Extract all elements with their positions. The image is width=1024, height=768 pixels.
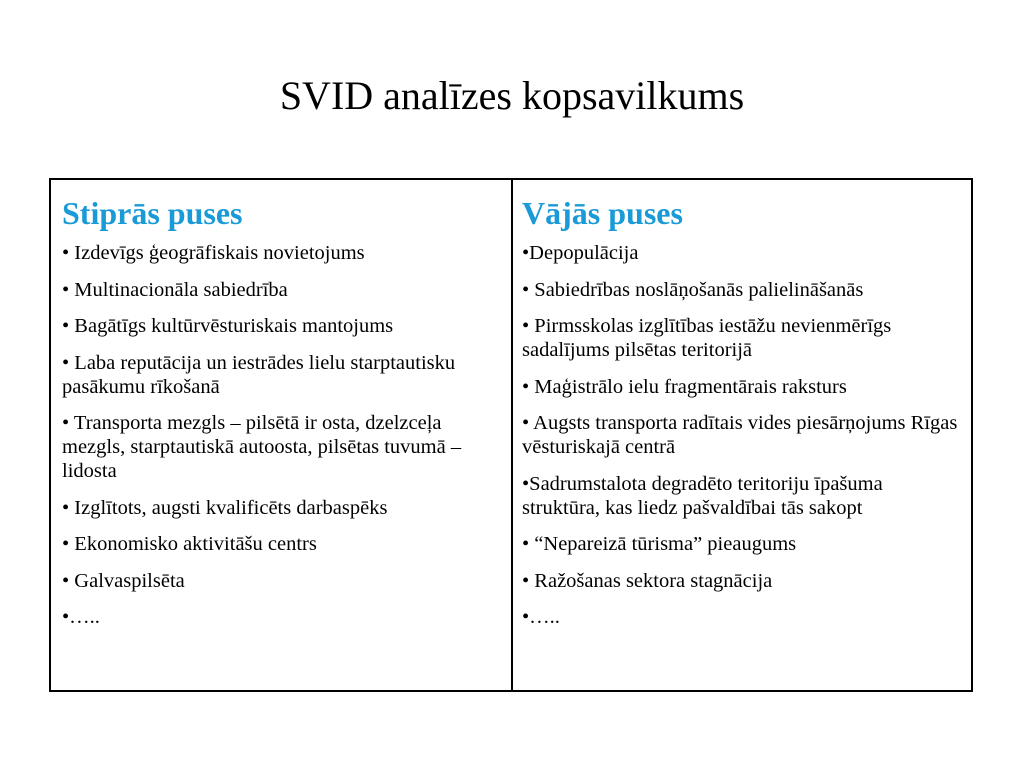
- strengths-column: [51, 180, 513, 690]
- list-item: • Maģistrālo ielu fragmentārais raksturs: [522, 375, 847, 398]
- list-item: • Izdevīgs ģeogrāfiskais novietojums: [62, 242, 365, 264]
- slide-title: SVID analīzes kopsavilkums: [279, 73, 745, 118]
- list-item: •…..: [522, 606, 560, 628]
- list-item: • Transporta mezgls – pilsētā ir osta, dzelzceļa mezgls, starptautiskā autoosta, pilsētas tuvumā – lidosta: [62, 412, 462, 482]
- list-item: •…..: [62, 606, 100, 628]
- weaknesses-column: [513, 180, 971, 690]
- list-item: •Depopulācija: [522, 242, 639, 264]
- list-item: • Galvaspilsēta: [62, 569, 185, 592]
- list-item: • Multinacionāla sabiedrība: [62, 278, 288, 301]
- list-item: • Bagātīgs kultūrvēsturiskais mantojums: [62, 315, 394, 337]
- strengths-list: [62, 241, 499, 629]
- list-item: •Sadrumstalota degradēto teritoriju īpašuma struktūra, kas liedz pašvaldībai tās sakopt: [522, 472, 883, 519]
- swot-table: [49, 178, 973, 692]
- list-item: • Ekonomisko aktivitāšu centrs: [62, 533, 317, 555]
- list-item: • “Nepareizā tūrisma” pieaugums: [522, 533, 797, 555]
- weaknesses-heading: Vājās puses: [522, 195, 683, 231]
- list-item: • Sabiedrības noslāņošanās palielināšanās: [522, 278, 864, 301]
- weaknesses-list: [522, 241, 959, 629]
- list-item: • Pirmsskolas izglītības iestāžu nevienmērīgs sadalījums pilsētas teritorijā: [522, 315, 892, 361]
- list-item: • Ražošanas sektora stagnācija: [522, 569, 773, 592]
- list-item: • Augsts transporta radītais vides piesārņojums Rīgas vēsturiskajā centrā: [522, 412, 958, 458]
- list-item: • Laba reputācija un iestrādes lielu starptautisku pasākumu rīkošanā: [62, 351, 456, 398]
- list-item: • Izglītots, augsti kvalificēts darbaspēks: [62, 496, 388, 519]
- strengths-heading: Stiprās puses: [62, 195, 243, 231]
